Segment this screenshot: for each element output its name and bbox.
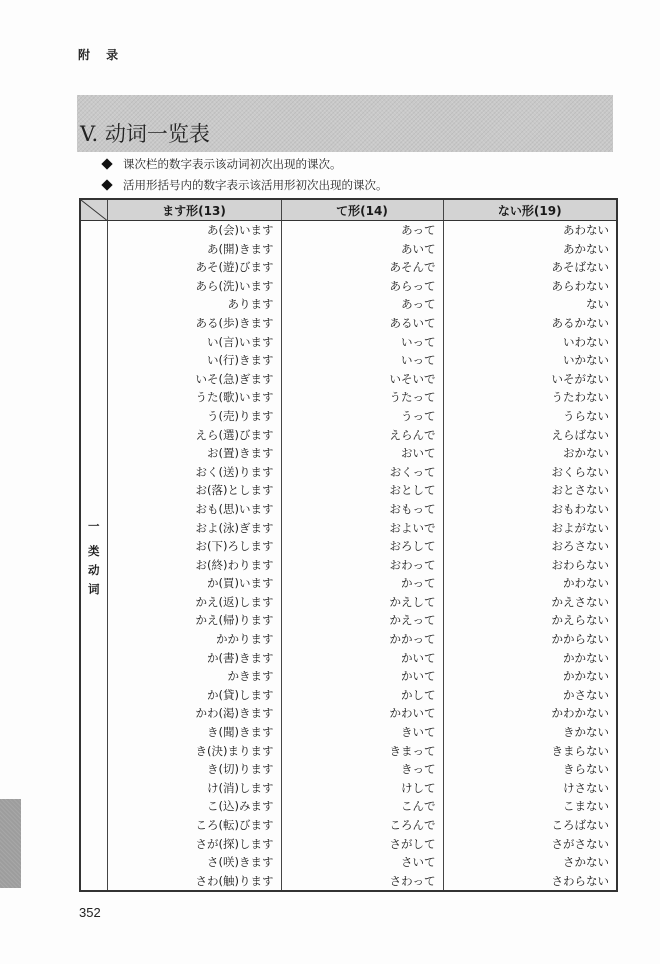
- table-row: [80, 742, 617, 761]
- te-form-cell: あって: [281, 295, 443, 314]
- masu-form-cell: さわ(触)ります: [107, 872, 281, 892]
- te-form-cell: あるいて: [281, 314, 443, 333]
- masu-form-cell: あります: [107, 295, 281, 314]
- table-row: [80, 314, 617, 333]
- notes-list: [101, 153, 388, 195]
- running-head: 附 录: [78, 48, 125, 62]
- masu-form-cell: お(落)とします: [107, 481, 281, 500]
- masu-form-cell: およ(泳)ぎます: [107, 519, 281, 538]
- table-row: [80, 872, 617, 892]
- masu-form-cell: かきます: [107, 667, 281, 686]
- masu-form-cell: かかります: [107, 630, 281, 649]
- te-form-cell: ころんで: [281, 816, 443, 835]
- nai-form-cell: あるかない: [443, 314, 617, 333]
- group-label: [81, 517, 107, 599]
- masu-form-cell: おく(送)ります: [107, 463, 281, 482]
- table-row: [80, 426, 617, 445]
- table-header-row: [80, 199, 617, 221]
- te-form-cell: きいて: [281, 723, 443, 742]
- header-masu-form: ます形(13): [107, 199, 281, 221]
- masu-form-cell: お(終)わります: [107, 556, 281, 575]
- masu-form-cell: お(置)きます: [107, 444, 281, 463]
- nai-form-cell: えらばない: [443, 426, 617, 445]
- nai-form-cell: さかない: [443, 853, 617, 872]
- masu-form-cell: き(切)ります: [107, 760, 281, 779]
- nai-form-cell: かかない: [443, 649, 617, 668]
- nai-form-cell: おかない: [443, 444, 617, 463]
- table-row: [80, 537, 617, 556]
- table-row: [80, 388, 617, 407]
- te-form-cell: さわって: [281, 872, 443, 892]
- te-form-cell: いって: [281, 333, 443, 352]
- nai-form-cell: きまらない: [443, 742, 617, 761]
- nai-form-cell: けさない: [443, 779, 617, 798]
- nai-form-cell: かかない: [443, 667, 617, 686]
- nai-form-cell: あかない: [443, 240, 617, 259]
- header-te-form: て形(14): [281, 199, 443, 221]
- group-label-char: 一: [88, 519, 100, 533]
- masu-form-cell: か(買)います: [107, 574, 281, 593]
- table-row: [80, 835, 617, 854]
- nai-form-cell: いそがない: [443, 370, 617, 389]
- te-form-cell: うって: [281, 407, 443, 426]
- masu-form-cell: あそ(遊)びます: [107, 258, 281, 277]
- nai-form-cell: おとさない: [443, 481, 617, 500]
- te-form-cell: さがして: [281, 835, 443, 854]
- masu-form-cell: かえ(帰)ります: [107, 611, 281, 630]
- table-row: [80, 500, 617, 519]
- masu-form-cell: ある(歩)きます: [107, 314, 281, 333]
- table-row: [80, 407, 617, 426]
- section-title: V. 动词一览表: [80, 122, 210, 146]
- nai-form-cell: きらない: [443, 760, 617, 779]
- te-form-cell: あらって: [281, 277, 443, 296]
- te-form-cell: かいて: [281, 649, 443, 668]
- corner-cell: [80, 199, 107, 221]
- table-row: [80, 519, 617, 538]
- table-row: [80, 630, 617, 649]
- masu-form-cell: か(書)きます: [107, 649, 281, 668]
- te-form-cell: おくって: [281, 463, 443, 482]
- masu-form-cell: あ(開)きます: [107, 240, 281, 259]
- nai-form-cell: ない: [443, 295, 617, 314]
- te-form-cell: あって: [281, 221, 443, 240]
- nai-form-cell: さがさない: [443, 835, 617, 854]
- nai-form-cell: ころばない: [443, 816, 617, 835]
- nai-form-cell: かからない: [443, 630, 617, 649]
- masu-form-cell: あ(会)います: [107, 221, 281, 240]
- te-form-cell: おもって: [281, 500, 443, 519]
- table-row: [80, 853, 617, 872]
- nai-form-cell: あそばない: [443, 258, 617, 277]
- group-label-char: 动: [88, 563, 100, 577]
- table-row: [80, 444, 617, 463]
- header-nai-form: ない形(19): [443, 199, 617, 221]
- table-row: [80, 277, 617, 296]
- masu-form-cell: い(言)います: [107, 333, 281, 352]
- section-banner: [77, 95, 613, 152]
- nai-form-cell: およがない: [443, 519, 617, 538]
- verb-table: [79, 198, 618, 892]
- te-form-cell: おわって: [281, 556, 443, 575]
- te-form-cell: かえって: [281, 611, 443, 630]
- nai-form-cell: かえらない: [443, 611, 617, 630]
- table-row: [80, 779, 617, 798]
- masu-form-cell: うた(歌)います: [107, 388, 281, 407]
- masu-form-cell: さが(探)します: [107, 835, 281, 854]
- masu-form-cell: い(行)きます: [107, 351, 281, 370]
- nai-form-cell: かわかない: [443, 704, 617, 723]
- nai-form-cell: きかない: [443, 723, 617, 742]
- te-form-cell: けして: [281, 779, 443, 798]
- masu-form-cell: き(決)まります: [107, 742, 281, 761]
- nai-form-cell: おろさない: [443, 537, 617, 556]
- te-form-cell: かして: [281, 686, 443, 705]
- te-form-cell: うたって: [281, 388, 443, 407]
- masu-form-cell: け(消)します: [107, 779, 281, 798]
- table-row: [80, 686, 617, 705]
- table-row: [80, 370, 617, 389]
- te-form-cell: あそんで: [281, 258, 443, 277]
- note-item: [101, 174, 388, 195]
- nai-form-cell: おわらない: [443, 556, 617, 575]
- table-row: [80, 481, 617, 500]
- side-thumb-tab: [0, 799, 21, 888]
- nai-form-cell: いかない: [443, 351, 617, 370]
- te-form-cell: あいて: [281, 240, 443, 259]
- te-form-cell: かって: [281, 574, 443, 593]
- group-cell: [80, 221, 107, 892]
- group-label-char: 类: [88, 544, 100, 558]
- table-row: [80, 649, 617, 668]
- masu-form-cell: さ(咲)きます: [107, 853, 281, 872]
- page-number: 352: [79, 905, 101, 920]
- table-row: [80, 704, 617, 723]
- te-form-cell: こんで: [281, 797, 443, 816]
- te-form-cell: いそいで: [281, 370, 443, 389]
- nai-form-cell: おくらない: [443, 463, 617, 482]
- te-form-cell: えらんで: [281, 426, 443, 445]
- te-form-cell: さいて: [281, 853, 443, 872]
- te-form-cell: かいて: [281, 667, 443, 686]
- table-row: [80, 723, 617, 742]
- diamond-bullet-icon: [101, 158, 112, 169]
- table-row: [80, 556, 617, 575]
- table-row: [80, 221, 617, 240]
- table-row: [80, 574, 617, 593]
- group-label-char: 词: [88, 582, 100, 596]
- te-form-cell: きまって: [281, 742, 443, 761]
- te-form-cell: およいで: [281, 519, 443, 538]
- table-row: [80, 667, 617, 686]
- te-form-cell: おとして: [281, 481, 443, 500]
- note-text: 活用形括号内的数字表示该活用形初次出现的课次。: [123, 177, 388, 192]
- table-row: [80, 463, 617, 482]
- masu-form-cell: お(下)ろします: [107, 537, 281, 556]
- te-form-cell: おいて: [281, 444, 443, 463]
- masu-form-cell: こ(込)みます: [107, 797, 281, 816]
- nai-form-cell: かわない: [443, 574, 617, 593]
- masu-form-cell: えら(選)びます: [107, 426, 281, 445]
- table-row: [80, 351, 617, 370]
- nai-form-cell: さわらない: [443, 872, 617, 892]
- nai-form-cell: かえさない: [443, 593, 617, 612]
- masu-form-cell: かえ(返)します: [107, 593, 281, 612]
- nai-form-cell: いわない: [443, 333, 617, 352]
- nai-form-cell: おもわない: [443, 500, 617, 519]
- note-text: 课次栏的数字表示该动词初次出现的课次。: [123, 156, 342, 171]
- table-row: [80, 611, 617, 630]
- masu-form-cell: あら(洗)います: [107, 277, 281, 296]
- nai-form-cell: こまない: [443, 797, 617, 816]
- nai-form-cell: うらない: [443, 407, 617, 426]
- table-row: [80, 333, 617, 352]
- masu-form-cell: おも(思)います: [107, 500, 281, 519]
- te-form-cell: かわいて: [281, 704, 443, 723]
- nai-form-cell: あわない: [443, 221, 617, 240]
- masu-form-cell: ころ(転)びます: [107, 816, 281, 835]
- masu-form-cell: き(聞)きます: [107, 723, 281, 742]
- masu-form-cell: う(売)ります: [107, 407, 281, 426]
- nai-form-cell: うたわない: [443, 388, 617, 407]
- te-form-cell: おろして: [281, 537, 443, 556]
- table-row: [80, 816, 617, 835]
- diamond-bullet-icon: [101, 179, 112, 190]
- masu-form-cell: かわ(渇)きます: [107, 704, 281, 723]
- masu-form-cell: か(貸)します: [107, 686, 281, 705]
- table-row: [80, 295, 617, 314]
- masu-form-cell: いそ(急)ぎます: [107, 370, 281, 389]
- table-row: [80, 797, 617, 816]
- te-form-cell: いって: [281, 351, 443, 370]
- te-form-cell: かえして: [281, 593, 443, 612]
- table-row: [80, 258, 617, 277]
- table-row: [80, 240, 617, 259]
- nai-form-cell: かさない: [443, 686, 617, 705]
- te-form-cell: きって: [281, 760, 443, 779]
- nai-form-cell: あらわない: [443, 277, 617, 296]
- note-item: [101, 153, 388, 174]
- diagonal-line-icon: [81, 200, 107, 220]
- table-row: [80, 760, 617, 779]
- table-row: [80, 593, 617, 612]
- te-form-cell: かかって: [281, 630, 443, 649]
